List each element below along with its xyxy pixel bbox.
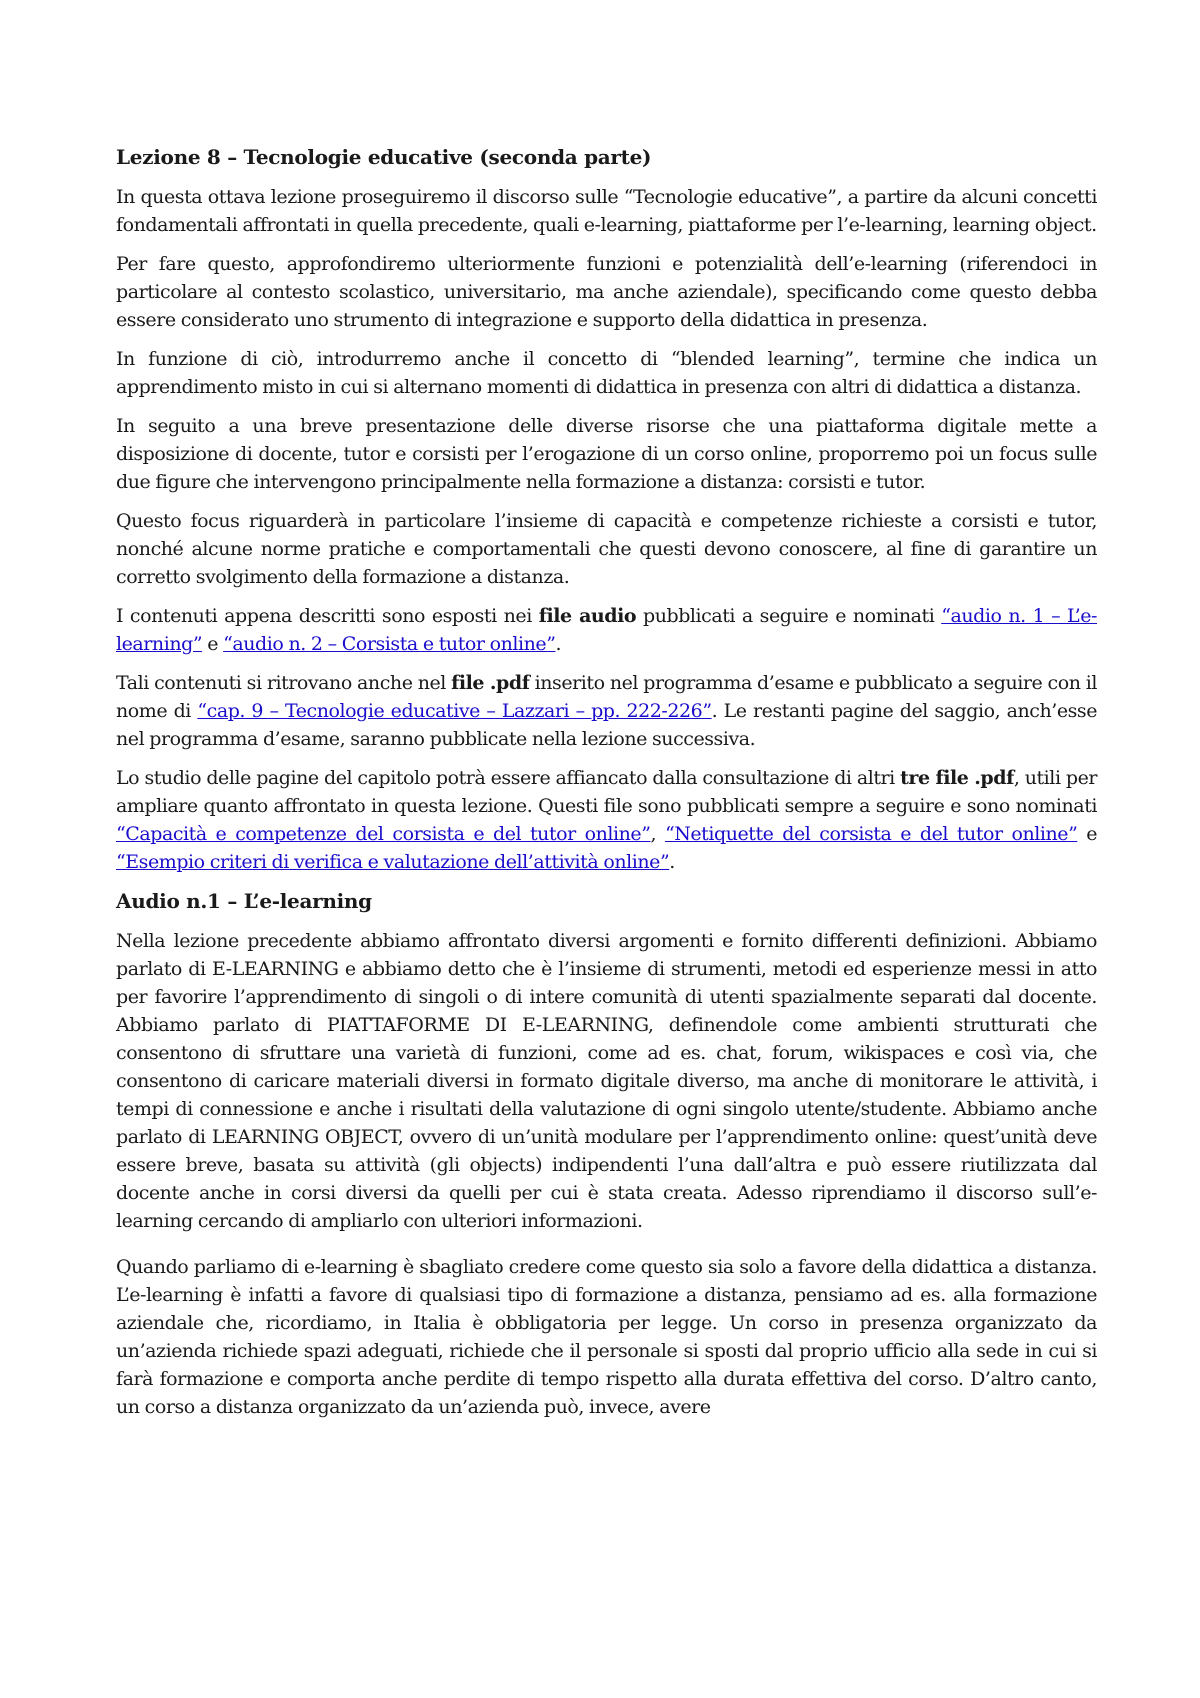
audio-2-link[interactable]: “audio n. 2 – Corsista e tutor online”	[223, 633, 556, 655]
audio-text-1: I contenuti appena descritti sono esposti nei	[116, 605, 539, 627]
section-paragraph-2: Quando parliamo di e-learning è sbagliato credere come questo sia solo a favore della didattica a distanza. L’e-learning è infatti a favore di qualsiasi tipo di formazione a distanza, pensiamo ad es. alla formazione aziendale che, ricordiamo, in Italia è obbligatoria per legge. Un corso in presenza organizzato da un’azienda richiede spazi adeguati, richiede che il personale si sposti dal proprio ufficio alla sede in cui si farà formazione e comporta anche perdite di tempo rispetto alla durata effettiva del corso. D’altro canto, un corso a distanza organizzato da un’azienda può, invece, avere	[116, 1256, 1097, 1418]
extra-files-bold: tre file .pdf	[900, 767, 1014, 789]
evaluation-criteria-link[interactable]: “Esempio criteri di verifica e valutazione dell’attività online”	[116, 851, 670, 873]
extra-text-1: Lo studio delle pagine del capitolo potrà essere affiancato dalla consultazione di altri	[116, 767, 901, 789]
audio-1-section-title: Audio n.1 – L’e-learning	[116, 889, 372, 913]
extra-text-5: .	[669, 851, 675, 873]
intro-paragraph-4: In seguito a una breve presentazione delle diverse risorse che una piattaforma digitale mette a disposizione di docente, tutor e corsisti per l’erogazione di un corso online, proporremo poi un focus sulle due figure che intervengono principalmente nella formazione a distanza: corsisti e tutor.	[116, 415, 1097, 493]
audio-1-link[interactable]: “audio n. 1 – L’e-learning”	[116, 605, 1097, 655]
pdf-text-2: inserito nel programma d’esame e pubblicato a seguire con il nome di	[116, 672, 1097, 722]
section-paragraph-1: Nella lezione precedente abbiamo affrontato diversi argomenti e fornito differenti definizioni. Abbiamo parlato di E-LEARNING e abbiamo detto che è l’insieme di strumenti, metodi ed esperienze messi in atto per favorire l’apprendimento di singoli o di intere comunità di utenti spazialmente separati dal docente. Abbiamo parlato di PIATTAFORME DI E-LEARNING, definendole come ambienti strutturati che consentono di sfruttare una varietà di funzioni, come ad es. chat, forum, wikispaces e così via, che consentono di caricare materiali diversi in formato digitale diverso, ma anche di monitorare le attività, i tempi di connessione e anche i risultati della valutazione di ogni singolo utente/studente. Abbiamo anche parlato di LEARNING OBJECT, ovvero di un’unità modulare per l’apprendimento online: quest’unità deve essere breve, basata su attività (gli objects) indipendenti l’una dall’altra e può essere riutilizzata dal docente anche in corsi diversi da quelli per cui è stata creata. Adesso riprendiamo il discorso sull’e-learning cercando di ampliarlo con ulteriori informazioni.	[116, 930, 1097, 1232]
audio-text-2: pubblicati a seguire e nominati	[636, 605, 942, 627]
extra-text-2: , utili per ampliare quanto affrontato in questa lezione. Questi file sono pubblicati sempre a seguire e sono nominati	[116, 767, 1098, 817]
intro-paragraph-5: Questo focus riguarderà in particolare l’insieme di capacità e competenze richieste a corsisti e tutor, nonché alcune norme pratiche e comportamentali che questi devono conoscere, al fine di garantire un corretto svolgimento della formazione a distanza.	[116, 510, 1097, 588]
extra-text-4: e	[1077, 823, 1098, 845]
extra-text-3: ,	[650, 823, 665, 845]
chapter-9-link[interactable]: “cap. 9 – Tecnologie educative – Lazzari – pp. 222-226”	[197, 700, 712, 722]
pdf-text-1: Tali contenuti si ritrovano anche nel	[116, 672, 452, 694]
lesson-title: Lezione 8 – Tecnologie educative (seconda parte)	[116, 145, 652, 169]
pdf-file-bold: file .pdf	[451, 672, 530, 694]
intro-paragraph-2: Per fare questo, approfondiremo ulteriormente funzioni e potenzialità dell’e-learning (riferendoci in particolare al contesto scolastico, universitario, ma anche aziendale), specificando come questo debba essere considerato uno strumento di integrazione e supporto della didattica in presenza.	[116, 253, 1097, 331]
pdf-text-3: . Le restanti pagine del saggio, anch’esse nel programma d’esame, saranno pubblicate nella lezione successiva.	[116, 700, 1098, 750]
pdf-file-paragraph	[116, 669, 1097, 753]
intro-paragraph-3: In funzione di ciò, introdurremo anche il concetto di “blended learning”, termine che indica un apprendimento misto in cui si alternano momenti di didattica in presenza con altri di didattica a distanza.	[116, 348, 1097, 398]
intro-paragraph-1: In questa ottava lezione proseguiremo il discorso sulle “Tecnologie educative”, a partire da alcuni concetti fondamentali affrontati in quella precedente, quali e-learning, piattaforme per l’e-learning, learning object.	[116, 186, 1097, 236]
competences-link[interactable]: “Capacità e competenze del corsista e del tutor online”	[116, 823, 651, 845]
audio-text-4: .	[555, 633, 562, 655]
audio-files-paragraph	[116, 602, 1097, 658]
extra-files-paragraph	[116, 764, 1097, 876]
audio-files-bold: file audio	[538, 605, 637, 627]
netiquette-link[interactable]: “Netiquette del corsista e del tutor online”	[664, 823, 1078, 845]
audio-text-3: e	[202, 633, 224, 655]
